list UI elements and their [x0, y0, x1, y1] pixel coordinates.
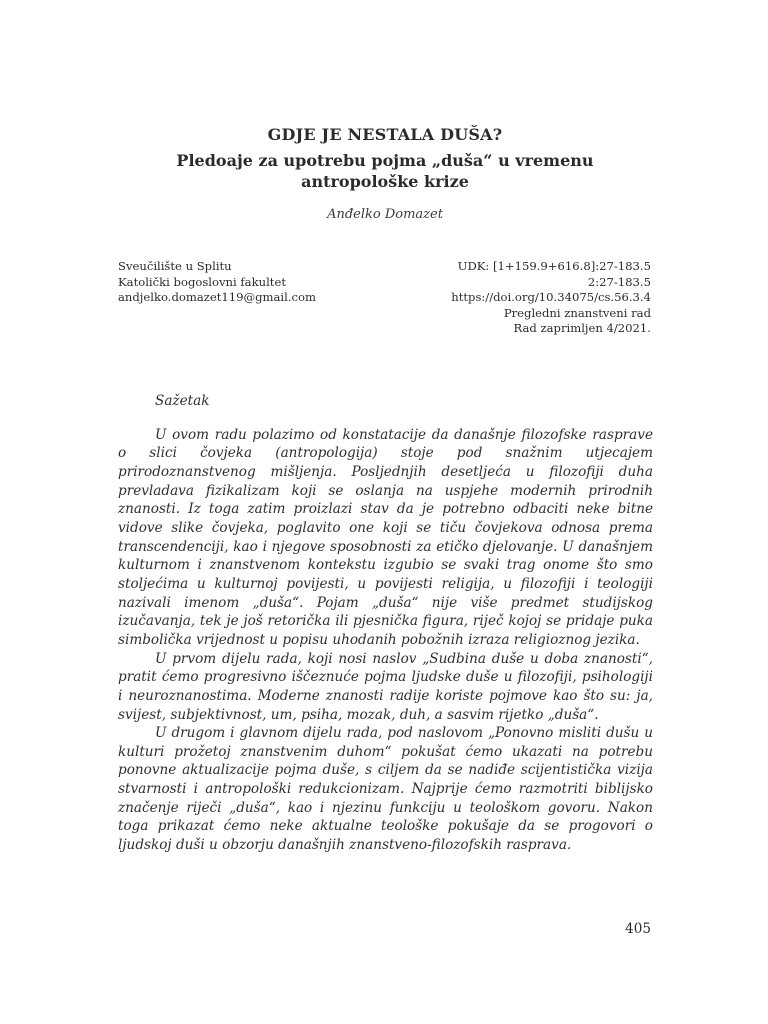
affiliation-block: [118, 259, 316, 306]
received-date: Rad zaprimljen 4/2021.: [513, 321, 651, 335]
article-type: Pregledni znanstveni rad: [503, 305, 651, 320]
udk-line-1: UDK: [1+159.9+616.8]:27-183.5: [457, 259, 651, 273]
abstract-paragraph-1: U ovom radu polazimo od konstatacije da današnje filozofske rasprave o slici čovjeka (antropologija) stoje pod snažnim utjecajem prirodoznanstvenog mišljenja. Posljednjih desetljeća u filozofiji duha prevladava fizikalizam koji se oslanja na uspjehe modernih prirodnih znanosti. Iz toga zatim proizlazi stav da je potrebno odbaciti neke bitne vidove slike čovjeka, poglavito one koji se tiču čovjekova odnosa prema transcendenciji, kao i njegove sposobnosti za etičko djelovanje. U današnjem kulturnom i znanstvenom kontekstu izgubio se svaki trag onome što smo stoljećima u kulturnoj povijesti, u povijesti religija, u filozofiji i teologiji nazivali imenom „duša“. Pojam „duša“ nije više predmet studijskog izučavanja, tek je još retorička ili pjesnička figura, riječ kojoj se pridaje puka simbolička vrijednost u popisu uhodanih pobožnih izraza religioznog jezika.: [118, 426, 653, 648]
article-meta-block: [451, 259, 651, 337]
page-number: 405: [625, 921, 651, 937]
article-title: GDJE JE NESTALA DUŠA?: [267, 125, 503, 144]
subtitle-line-2: antropološke krize: [301, 172, 469, 191]
abstract-heading: Sažetak: [155, 393, 210, 409]
abstract-section: [118, 392, 653, 855]
affiliation-faculty: Katolički bogoslovni fakultet: [118, 274, 286, 289]
author-name: Anđelko Domazet: [327, 207, 443, 222]
author-email: andjelko.domazet119@gmail.com: [118, 290, 317, 304]
udk-line-2: 2:27-183.5: [587, 274, 651, 289]
title-block: [118, 124, 652, 224]
subtitle-line-1: Pledoaje za upotrebu pojma „duša“ u vremenu: [176, 151, 594, 170]
abstract-paragraph-2: U prvom dijelu rada, koji nosi naslov „Sudbina duše u doba znanosti“, pratit ćemo progresivno iščeznuće pojma ljudske duše u filozofiji, psihologiji i neuroznanostima. Moderne znanosti radije koriste pojmove kao što su: ja, svijest, subjektivnost, um, psiha, mozak, duh, a sasvim rijetko „duša“.: [118, 650, 653, 723]
affiliation-university: Sveučilište u Splitu: [118, 259, 232, 273]
doi-link: https://doi.org/10.34075/cs.56.3.4: [451, 290, 651, 304]
article-subtitle: [118, 150, 652, 192]
abstract-paragraph-3: U drugom i glavnom dijelu rada, pod naslovom „Ponovno misliti dušu u kulturi prožetoj znanstvenim duhom“ pokušat ćemo ukazati na potrebu ponovne aktualizacije pojma duše, s ciljem da se nadiđe scijentistička vizija stvarnosti i antropološki redukcionizam. Najprije ćemo razmotriti biblijsko značenje riječi „duša“, kao i njezinu funkciju u teološkom govoru. Nakon toga prikazat ćemo neke aktualne teološke pokušaje da se progovori o ljudskoj duši u obzorju današnjih znanstveno-filozofskih rasprava.: [118, 725, 653, 854]
